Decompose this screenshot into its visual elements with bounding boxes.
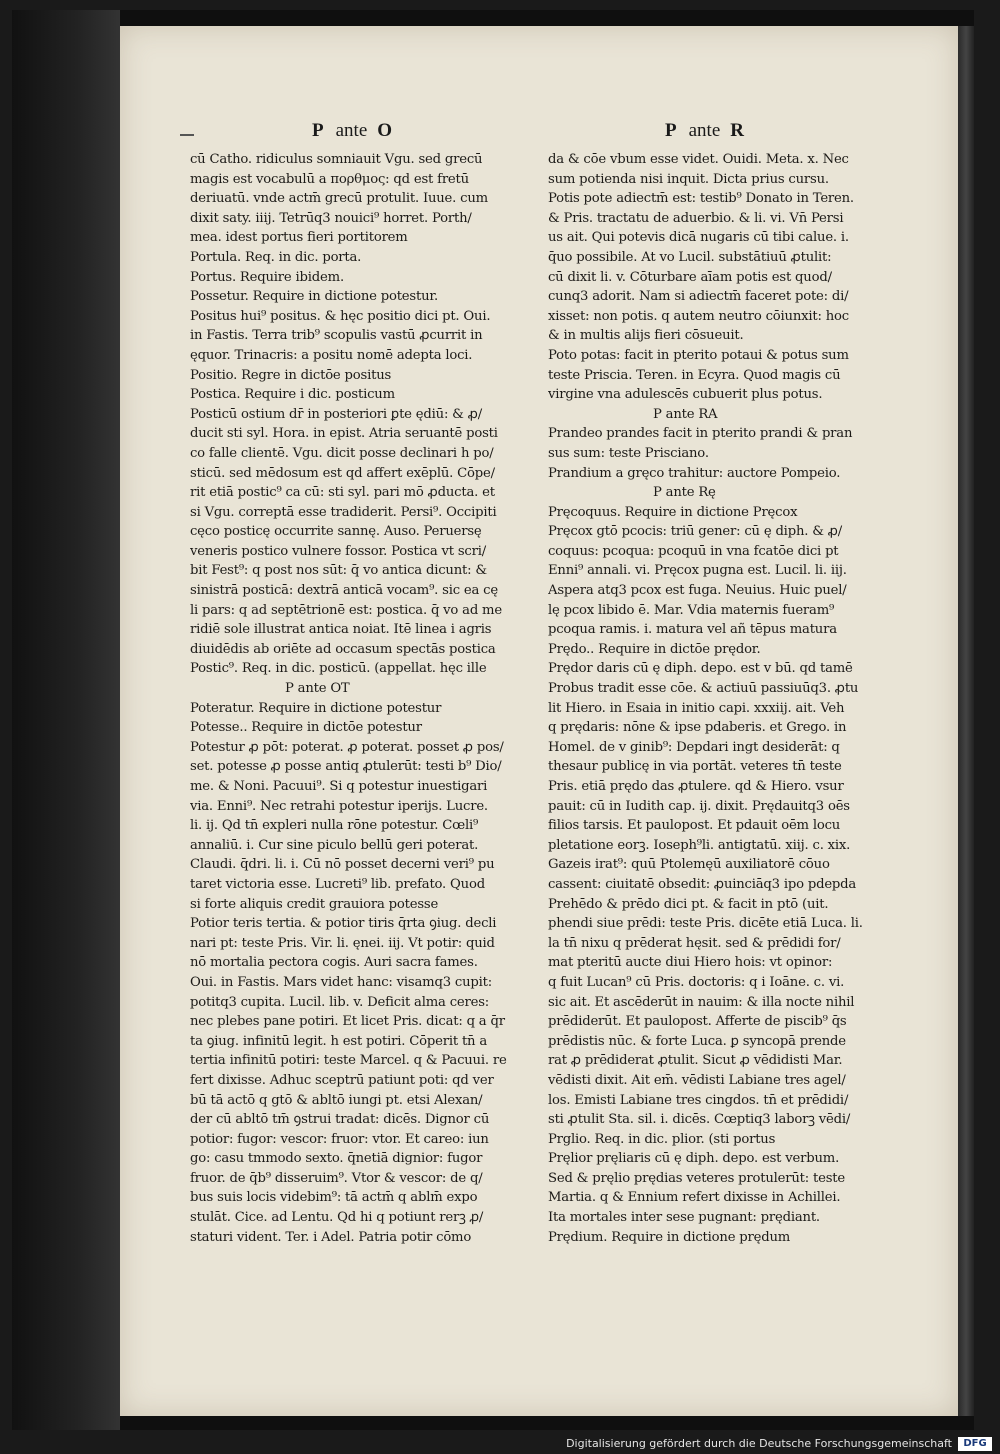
- text-line: P ante OT: [285, 681, 350, 697]
- text-line: taret victoria esse. Lucreti⁹ lib. prefato. Quod: [190, 876, 485, 892]
- text-line: pcoqua ramis. i. matura vel añ tēpus matura: [548, 622, 837, 638]
- text-line: cęco posticę occurrite sannę. Auso. Peruersę: [190, 524, 482, 540]
- text-line: Possetur. Require in dictione potestur.: [190, 289, 439, 305]
- text-line: Postica. Require i dic. posticum: [190, 387, 395, 403]
- text-line: q̄uo possibile. At vo Lucil. substātiuū ꝓtulit:: [548, 249, 832, 265]
- text-line: rit etiā postic⁹ ca cū: sti syl. pari mō ꝓducta. et: [190, 485, 495, 501]
- text-line: Prandium a gręco trahitur: auctore Pompeio.: [548, 465, 841, 481]
- text-line: sinistrā posticā: dextrā anticā vocam⁹. sic ea cę: [190, 583, 498, 599]
- running-head-left: [312, 120, 392, 144]
- text-line: & in multis alijs fieri cōsueuit.: [548, 328, 744, 344]
- text-line: li. ij. Qd tn̄ expleri nulla rōne potestur. Cœli⁹: [190, 818, 479, 834]
- text-line: P ante RA: [653, 406, 718, 422]
- text-line: Pręcoquus. Require in dictione Pręcox: [548, 504, 798, 520]
- text-line: sum potienda nisi inquit. Dicta prius cursu.: [548, 171, 829, 187]
- text-line: annaliū. i. Cur sine piculo bellū geri poterat.: [190, 837, 479, 853]
- text-line: mea. idest portus fieri portitorem: [190, 230, 408, 246]
- text-line: Claudi. q̄dri. li. i. Cū nō posset decerni veri⁹ pu: [190, 857, 495, 873]
- text-line: fert dixisse. Adhuc sceptrū patiunt poti: qd ver: [190, 1072, 494, 1088]
- text-line: veneris postico vulnere fossor. Postica vt scri/: [190, 543, 486, 559]
- text-line: Homel. de v ginib⁹: Depdari ingt desiderāt: q: [548, 739, 840, 755]
- text-line: P ante Rę: [653, 485, 716, 501]
- text-line: & Pris. tractatu de aduerbio. & li. vi. Vn̄ Persi: [548, 210, 844, 226]
- text-line: stulāt. Cice. ad Lentu. Qd hi q potiunt rerꝫ ꝓ/: [190, 1210, 484, 1226]
- text-line: fruor. de q̄b⁹ disseruim⁹. Vtor & vescor: de q/: [190, 1170, 483, 1186]
- text-line: Prędo.. Require in dictōe prędor.: [548, 641, 761, 657]
- text-line: me. & Noni. Pacuui⁹. Si q potestur inuestigari: [190, 779, 488, 794]
- text-line: rat ꝓ prēdiderat ꝓtulit. Sicut ꝓ vēdidisti Mar.: [548, 1053, 843, 1069]
- text-line: pletatione eorꝫ. Ioseph⁹li. antigtatū. xiij. c. xix.: [548, 837, 851, 853]
- text-line: bus suis locis videbim⁹: tā actm̄ q ablm̄ expo: [190, 1190, 478, 1206]
- running-head-letter: P: [312, 120, 324, 141]
- text-line: Prandeo prandes facit in pterito prandi & pran: [548, 426, 853, 442]
- text-line: in Fastis. Terra trib⁹ scopulis vastū ꝓcurrit in: [190, 328, 483, 344]
- text-line: Prędium. Require in dictione prędum: [548, 1229, 791, 1245]
- text-line: nari pt: teste Pris. Vir. li. ęnei. iij. Vt potir: quid: [190, 935, 495, 951]
- text-line: Positus hui⁹ positus. & hęc positio dici pt. Oui.: [190, 308, 491, 324]
- text-line: ridiē sole illustrat antica noiat. Itē linea i agris: [190, 622, 492, 638]
- text-line: Pręlior pręliaris cū ę diph. depo. est verbum.: [548, 1151, 840, 1167]
- text-line: Postic⁹. Req. in dic. posticū. (appellat. hęc ille: [190, 661, 487, 677]
- text-line: cassent: ciuitatē obsedit: ꝓuinciāq3 ipo pdepda: [548, 876, 857, 892]
- text-line: Sed & pręlio prędias veteres protulerūt: teste: [548, 1170, 845, 1186]
- dfg-logo: DFG: [958, 1437, 992, 1451]
- left-text-column: [190, 150, 535, 1247]
- text-line: nec plebes pane potiri. Et licet Pris. dicat: q a q̄r: [190, 1014, 505, 1030]
- text-line: Potis pote adiectm̄ est: testib⁹ Donato in Teren.: [548, 191, 854, 207]
- running-head-after: O: [377, 120, 393, 141]
- text-line: magis est vocabulū a πορθμος: qd est fretū: [190, 171, 469, 187]
- text-line: Potior teris tertia. & potior tiris q̄rta ꝯiug. decli: [190, 916, 497, 932]
- text-line: Pris. etiā prędo das ꝓtulere. qd & Hiero. vsur: [548, 779, 844, 794]
- page-edge-strip: [958, 26, 974, 1416]
- text-line: dixit saty. iiij. Tetrūq3 nouici⁹ horret. Porth/: [190, 210, 472, 226]
- text-line: teste Priscia. Teren. in Ecyra. Quod magis cū: [548, 367, 841, 383]
- text-line: deriuatū. vnde actm̄ grecū protulit. Iuue. cum: [190, 191, 488, 207]
- running-head-ante: ante: [335, 120, 368, 141]
- text-line: li pars: q ad septētrionē est: postica. q̄ vo ad me: [190, 602, 502, 618]
- text-line: tertia infinitū potiri: teste Marcel. q & Pacuui. re: [190, 1053, 507, 1069]
- text-line: da & cōe vbum esse videt. Ouidi. Meta. x. Nec: [548, 152, 849, 167]
- text-line: q prędaris: nōne & ipse pdaberis. et Grego. in: [548, 720, 847, 736]
- text-line: nō mortalia pectora cogis. Auri sacra fames.: [190, 955, 478, 971]
- text-line: Posticū ostium dr̄ in posteriori ꝑte ędiū: & ꝓ/: [190, 406, 482, 422]
- text-line: potitq3 cupita. Lucil. lib. v. Deficit alma ceres:: [190, 994, 490, 1010]
- text-line: Poto potas: facit in pterito potaui & potus sum: [548, 347, 849, 363]
- text-line: co falle clientē. Vgu. dicit posse declinari h po/: [190, 445, 494, 461]
- text-line: Portula. Req. in dic. porta.: [190, 249, 362, 265]
- text-line: mat pteritū aucte diui Hiero hois: vt opinor:: [548, 955, 833, 971]
- text-line: coquus: pcoqua: pcoquū in vna fcatōe dici pt: [548, 543, 839, 559]
- text-line: lit Hiero. in Esaia in initio capi. xxxiij. ait. Veh: [548, 700, 845, 716]
- text-line: Potestur ꝓ pōt: poterat. ꝓ poterat. posset ꝓ pos/: [190, 739, 504, 755]
- text-line: sus sum: teste Prisciano.: [548, 445, 709, 461]
- footer-credit: Digitalisierung gefördert durch die Deutsche Forschungsgemeinschaft: [566, 1437, 952, 1450]
- running-head-right: [665, 120, 744, 144]
- text-line: si Vgu. correptā esse tradiderit. Persi⁹. Occipiti: [190, 504, 497, 520]
- text-line: prēdiderūt. Et paulopost. Afferte de piscib⁹ q̄s: [548, 1014, 847, 1030]
- text-line: Ita mortales inter sese pugnant: prędiant.: [548, 1210, 820, 1226]
- text-line: sti ꝓtulit Sta. sil. i. dicēs. Cœptiq3 laborꝫ vēdi/: [548, 1112, 851, 1128]
- margin-mark: [180, 134, 194, 136]
- text-line: Aspera atq3 pcox est fuga. Neuius. Huic puel/: [548, 583, 847, 599]
- text-line: si forte aliquis credit grauiora potesse: [190, 896, 439, 912]
- text-line: lę pcox libido ē. Mar. Vdia maternis fueram⁹: [548, 602, 835, 618]
- text-line: Oui. in Fastis. Mars videt hanc: visamq3 cupit:: [190, 974, 492, 990]
- text-line: virgine vna adulescēs cubuerit plus potus.: [548, 387, 823, 403]
- text-line: ta ꝯiug. infinitū legit. h est potiri. Cōperit tn̄ a: [190, 1033, 487, 1049]
- text-line: xisset: non potis. q autem neutro cōiunxit: hoc: [548, 308, 849, 324]
- text-line: Prędor daris cū ę diph. depo. est v bū. qd tamē: [548, 661, 853, 677]
- text-line: Portus. Require ibidem.: [190, 269, 344, 285]
- text-line: Poteratur. Require in dictione potestur: [190, 700, 442, 716]
- text-line: cū dixit li. v. Cōturbare aīam potis est quod/: [548, 269, 832, 285]
- text-line: via. Enni⁹. Nec retrahi potestur iperijs. Lucre.: [190, 798, 488, 814]
- text-line: cunq3 adorit. Nam si adiectm̄ faceret pote: di/: [548, 289, 849, 305]
- text-line: Prglio. Req. in dic. plior. (sti portus: [548, 1131, 776, 1147]
- running-head-letter: P: [665, 120, 677, 141]
- text-line: filios tarsis. Et paulopost. Et pdauit oēm locu: [548, 818, 841, 834]
- text-line: Positio. Regre in dictōe positus: [190, 367, 392, 383]
- text-line: diuidēdis ab oriēte ad occasum spectās postica: [190, 641, 496, 657]
- text-line: la tn̄ nixu q prēderat hęsit. sed & prēdidi for/: [548, 935, 841, 951]
- text-line: potior: fugor: vescor: fruor: vtor. Et careo: iun: [190, 1131, 489, 1147]
- running-head-ante: ante: [688, 120, 721, 141]
- text-line: bit Fest⁹: q post nos sūt: q̄ vo antica dicunt: &: [190, 563, 487, 579]
- text-line: pauit: cū in Iudith cap. ij. dixit. Prędauitq3 oēs: [548, 798, 850, 814]
- text-line: Prehēdo & prēdo dici pt. & facit in ptō (uit.: [548, 896, 829, 912]
- text-line: sic ait. Et ascēderūt in nauim: & illa nocte nihil: [548, 994, 855, 1010]
- text-line: Potesse.. Require in dictōe potestur: [190, 720, 422, 736]
- text-line: phendi siue prēdi: teste Pris. dicēte etiā Luca. li.: [548, 916, 863, 932]
- text-line: q fuit Lucan⁹ cū Pris. doctoris: q i Ioāne. c. vi.: [548, 974, 845, 990]
- text-line: ęquor. Trinacris: a positu nomē adepta loci.: [190, 347, 473, 363]
- text-line: Enni⁹ annali. vi. Pręcox pugna est. Lucil. li. iij.: [548, 563, 847, 579]
- text-line: us ait. Qui potevis dicā nugaris cū tibi calue. i.: [548, 230, 849, 246]
- text-line: cū Catho. ridiculus somniauit Vgu. sed grecū: [190, 152, 483, 167]
- text-line: sticū. sed mēdosum est qd affert exēplū. Cōpe/: [190, 465, 495, 481]
- text-line: Probus tradit esse cōe. & actiuū passiuūq3. ꝓtu: [548, 681, 859, 697]
- text-line: Pręcox gtō pcocis: triū gener: cū ę diph. & ꝓ/: [548, 524, 843, 540]
- text-line: Martia. q & Ennium refert dixisse in Achillei.: [548, 1190, 841, 1206]
- text-line: go: casu tmmodo sexto. q̄netiā dignior: fugor: [190, 1151, 483, 1167]
- facing-page-edge: [12, 10, 120, 1430]
- text-line: bū tā actō q gtō & abltō iungi pt. etsi Alexan/: [190, 1092, 483, 1108]
- text-line: set. potesse ꝓ posse antiq ꝓtulerūt: testi b⁹ Dio/: [190, 759, 502, 775]
- text-line: ducit sti syl. Hora. in epist. Atria seruantē posti: [190, 426, 498, 442]
- text-line: los. Emisti Labiane tres cingdos. tn̄ et prēdidi/: [548, 1092, 849, 1108]
- text-line: Gazeis irat⁹: quū Ptolemęū auxiliatorē cōuo: [548, 857, 830, 873]
- text-line: staturi vident. Ter. i Adel. Patria potir cōmo: [190, 1229, 472, 1245]
- text-line: thesaur publicę in via portāt. veteres tn̄ teste: [548, 759, 842, 775]
- running-head-after: R: [730, 120, 744, 141]
- text-line: prēdistis nūc. & forte Luca. ꝑ syncopā prende: [548, 1033, 846, 1049]
- text-line: der cū abltō tm̄ ꝯstrui tradat: dicēs. Dignor cū: [190, 1112, 490, 1128]
- right-text-column: [548, 150, 900, 1247]
- text-line: vēdisti dixit. Ait em̄. vēdisti Labiane tres agel/: [548, 1072, 846, 1088]
